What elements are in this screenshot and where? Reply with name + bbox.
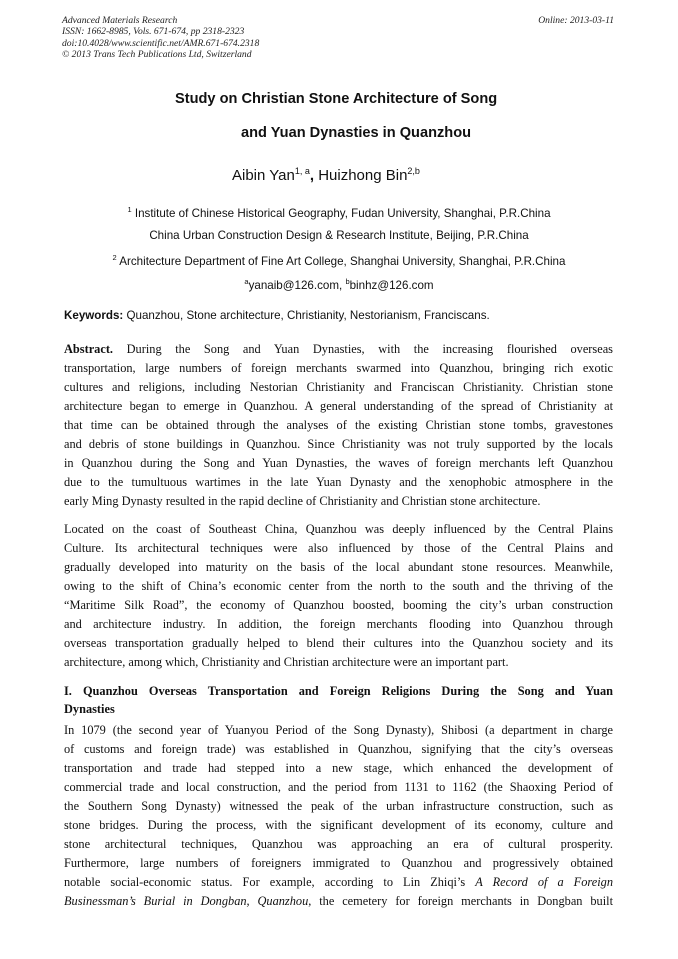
abstract-line: in Quanzhou during the Song and Yuan Dynasties, the waves of foreign merchants left Quanzhou bbox=[64, 456, 613, 471]
section-1-line: of customs and foreign trade) was established in Quanzhou, signifying that the city’s overseas bbox=[64, 742, 613, 757]
author-separator: , bbox=[309, 167, 319, 184]
affiliation-1 bbox=[0, 205, 678, 220]
intro-line: “Maritime Silk Road”, the economy of Quanzhou boosted, booming the city’s urban construction bbox=[64, 598, 613, 613]
author-1-affil-mark: 1, a bbox=[294, 166, 310, 176]
intro-line: owing to the shift of China’s economic center from the north to the south and the thriving of the bbox=[64, 579, 613, 594]
abstract-label: Abstract. bbox=[64, 342, 114, 356]
abstract-line: transportation, large numbers of foreign merchants swarmed into Quanzhou, bringing rich exotic bbox=[64, 361, 613, 376]
email-a: yanaib@126.com, bbox=[248, 279, 346, 292]
abstract-line: due to the tumultuous wartimes in the late Yuan Dynasty and the xenophobic atmosphere in the bbox=[64, 475, 613, 490]
citation-title-part-1: A Record of a Foreign bbox=[475, 875, 613, 890]
section-1-line: stone bridges. During the process, with the significant development of its economy, culture and bbox=[64, 818, 613, 833]
abstract-line: and debris of stone buildings in Quanzhou. Since Christianity was not truly supported by the locals bbox=[64, 437, 613, 452]
author-2: Huizhong Bin bbox=[318, 167, 408, 184]
section-1-line: Furthermore, large numbers of foreigners immigrated to Quanzhou and progressively obtained bbox=[64, 856, 613, 871]
doi: doi:10.4028/www.scientific.net/AMR.671-674.2318 bbox=[62, 37, 260, 49]
affiliation-2-text: Architecture Department of Fine Art College, Shanghai University, Shanghai, P.R.China bbox=[116, 255, 566, 268]
keywords bbox=[64, 309, 490, 322]
intro-line: overseas transportation gradually helped to blend their cultures into the Quanzhou society and its bbox=[64, 636, 613, 651]
author-emails bbox=[0, 277, 678, 292]
intro-line: architecture, among which, Christianity and Christian architecture were an important part. bbox=[64, 655, 509, 670]
abstract-line: early Ming Dynasty resulted in the rapid decline of Christianity and Christian stone architecture. bbox=[64, 494, 541, 509]
author-2-affil-mark: 2,b bbox=[407, 166, 420, 176]
paper-title-line-1: Study on Christian Stone Architecture of Song bbox=[175, 91, 498, 107]
affiliation-2 bbox=[0, 253, 678, 268]
section-1-line bbox=[64, 892, 613, 911]
author-1: Aibin Yan bbox=[232, 167, 295, 184]
copyright: © 2013 Trans Tech Publications Ltd, Switzerland bbox=[62, 48, 252, 60]
affiliation-1-mark: 1 bbox=[127, 205, 132, 214]
intro-line: and architecture industry. In addition, the foreign merchants flooding into Quanzhou through bbox=[64, 617, 613, 632]
abstract bbox=[64, 340, 613, 511]
abstract-line: architecture began to emerge in Quanzhou. A general understanding of the spread of Christianity at bbox=[64, 399, 613, 414]
affiliation-1-text: Institute of Chinese Historical Geography, Fudan University, Shanghai, P.R.China bbox=[131, 207, 551, 220]
online-date: Online: 2013-03-11 bbox=[538, 15, 614, 26]
section-1-line: the Southern Song Dynasty) witnessed the peak of the urban infrastructure construction, such as bbox=[64, 799, 613, 814]
author-list bbox=[232, 166, 420, 184]
email-a-mark: a bbox=[244, 277, 249, 286]
journal-header bbox=[62, 15, 259, 60]
journal-name: Advanced Materials Research bbox=[62, 15, 178, 26]
keywords-text: Quanzhou, Stone architecture, Christianity, Nestorianism, Franciscans. bbox=[123, 309, 490, 322]
keywords-label: Keywords: bbox=[64, 309, 124, 322]
abstract-line-text: During the Song and Yuan Dynasties, with the increasing flourished overseas bbox=[113, 342, 613, 356]
intro-line: Culture. Its architectural techniques were also influenced by those of the Central Plains and bbox=[64, 541, 613, 556]
abstract-line: cultures and religions, including Nestorian Christianity and Franciscan Christianity. Christian stone bbox=[64, 380, 613, 395]
affiliation-2-mark: 2 bbox=[112, 253, 117, 262]
intro-line: gradually developed into maturity on the basis of the local abundant stone resources. Meanwhile, bbox=[64, 560, 613, 575]
section-1-heading bbox=[64, 683, 613, 718]
issn: ISSN: 1662-8985, Vols. 671-674, pp 2318-2323 bbox=[62, 26, 245, 38]
section-1-line: transportation and trade had stepped into a new stage, which enhanced the development of bbox=[64, 761, 613, 776]
section-1-heading-line-2: Dynasties bbox=[64, 701, 115, 716]
paper-title-line-2: and Yuan Dynasties in Quanzhou bbox=[241, 125, 472, 141]
email-b-mark: b bbox=[345, 277, 350, 286]
affiliation-1b: China Urban Construction Design & Research Institute, Beijing, P.R.China bbox=[149, 229, 529, 242]
citation-title-part-2: Businessman’s Burial in Dongban, Quanzhou bbox=[64, 894, 309, 909]
abstract-line: that time can be obtained through the analyses of the existing Christian stone tombs, gravestones bbox=[64, 418, 613, 433]
intro-line: Located on the coast of Southeast China, Quanzhou was deeply influenced by the Central Plains bbox=[64, 522, 613, 536]
email-b: binhz@126.com bbox=[349, 279, 434, 292]
abstract-line bbox=[64, 340, 613, 359]
section-1-heading-line-1: I. Quanzhou Overseas Transportation and Foreign Religions During the Song and Yuan bbox=[64, 684, 613, 698]
section-1-line: commercial trade and local construction, and the period from 1131 to 1162 (the Shaoxing Period of bbox=[64, 780, 613, 795]
section-1-line: In 1079 (the second year of Yuanyou Period of the Song Dynasty), Shibosi (a department in charge bbox=[64, 723, 613, 737]
introduction-paragraph bbox=[64, 520, 613, 672]
section-1-line-text: , the cemetery for foreign merchants in Dongban built bbox=[308, 894, 613, 909]
section-1-line bbox=[64, 873, 613, 892]
section-1-paragraph bbox=[64, 721, 613, 911]
section-1-line-text: notable social-economic status. For example, according to Lin Zhiqi’s bbox=[64, 875, 476, 890]
section-1-line: stone architectural techniques, Quanzhou was approaching an era of cultural prosperity. bbox=[64, 837, 613, 852]
